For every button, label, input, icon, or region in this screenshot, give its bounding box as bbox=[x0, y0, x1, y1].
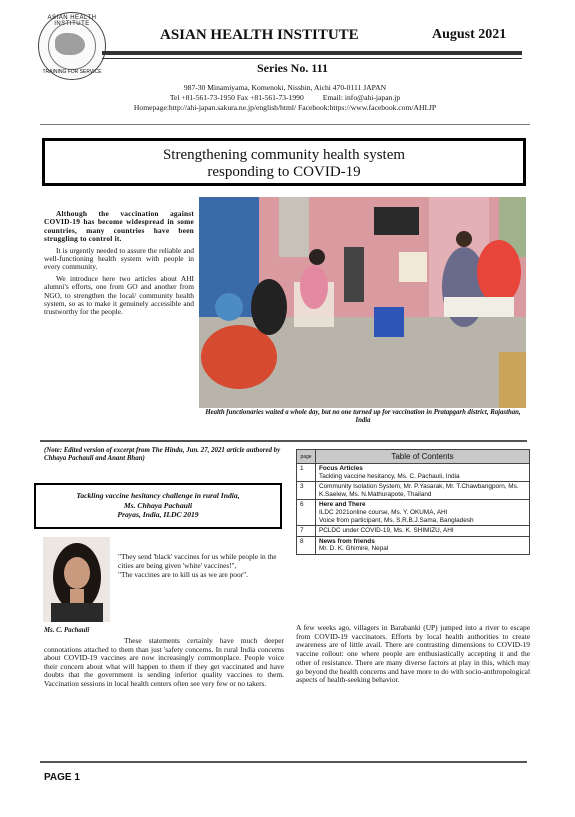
toc-entry: Tackling vaccine hesitancy, Ms. C. Pachauli, India bbox=[319, 472, 460, 480]
portrait-name: Ms. C. Pachauli bbox=[44, 627, 90, 634]
issue-date: August 2021 bbox=[432, 27, 507, 42]
intro-paragraph-3: We introduce here two articles about AHI alumni's efforts, one from GO and another from NGO, to strengthen the local/ community health system, so as to make it genuinely accessible and trustworthy for the people. bbox=[44, 273, 194, 317]
article-body-right: A few weeks ago, villagers in Barabanki (UP) jumped into a river to escape from COVID-19 vaccinators. Efforts by local health authorities to create awareness are of little avail. There are contrasting dimensions to COVID-19 vaccine rollout: one where people are enthusiastically accepting it and the other of resistance. There are many diverse factors at play in this, which may go beyond the health concerns and have more to do with socio-anthropological aspects of health-seeking behavior. bbox=[296, 623, 530, 685]
author-portrait bbox=[43, 537, 110, 622]
header-rule-thick bbox=[102, 51, 522, 55]
toc-section-heading: Focus Articles bbox=[319, 465, 363, 472]
toc-entry: Community Isolation System, Mr. P.Yasarak, Mr. T.Chawbangporn, Ms. K.Saelew, Ms. N.Mathurapote, Thailand bbox=[319, 483, 519, 498]
toc-page-number: 8 bbox=[297, 536, 316, 554]
address-line: 987-30 Minamiyama, Komenoki, Nisshin, Aichi 470-0111 JAPAN bbox=[183, 83, 387, 92]
toc-entry: PCLDC under COVID-19, Ms. K. SHIMIZU, AHI bbox=[319, 527, 454, 535]
org-title: ASIAN HEALTH INSTITUTE bbox=[160, 27, 359, 43]
toc-page-header: page bbox=[297, 450, 316, 464]
toc-row[interactable] bbox=[297, 536, 530, 554]
toc-page-number: 7 bbox=[297, 526, 316, 537]
toc-row[interactable] bbox=[297, 482, 530, 500]
table-of-contents bbox=[296, 449, 530, 555]
toc-section-heading: News from friends bbox=[319, 537, 375, 545]
footer-rule bbox=[40, 761, 527, 763]
logo-ring-top: ASIAN HEALTH INSTITUTE bbox=[47, 15, 97, 27]
toc-entry: Mr. D. K. Ghimire, Nepal bbox=[319, 545, 389, 553]
toc-page-number: 6 bbox=[297, 500, 316, 526]
quote-1: "They send 'black' vaccines for us while people in the cities are being given 'white' vaccines!", bbox=[118, 552, 277, 570]
toc-row[interactable] bbox=[297, 526, 530, 537]
toc-entry: ILDC 2021online course, Ms. Y. OKUMA, AHI bbox=[319, 508, 448, 516]
series-number: Series No. 111 bbox=[257, 61, 328, 75]
contact-block bbox=[40, 83, 530, 112]
intro-column bbox=[44, 210, 194, 320]
photo-caption: Health functionaries waited a whole day, but no one turned up for vaccination in Pratapgarh district, Rajasthan, India bbox=[205, 409, 521, 425]
address-rule bbox=[40, 124, 530, 125]
article-author: Ms. Chhaya Pachauli bbox=[123, 500, 193, 510]
toc-entry: Voice from participant, Ms. S.R.B.J.Sama, Bangladesh bbox=[319, 516, 474, 524]
phone-email-line: Tel +81-561-73-1950 Fax +81-561-73-1990 Email: info@ahi-japan.jp bbox=[169, 92, 401, 102]
portrait-illustration bbox=[43, 537, 110, 622]
logo-map-shape bbox=[55, 33, 85, 55]
quote-block bbox=[118, 552, 284, 579]
article-body: These statements certainly have much deeper connotations attached to them than just 'safety concerns. In rural India concerns about COVID-19 vaccines are now increasingly commonplace. People voice their concern about what will happen to them if they get vaccinated and have doubts that the government is sending inferior quality vaccines to them. Vaccination sessions in local health centers often see very few or no takers. bbox=[44, 636, 284, 688]
headline-line-1: Strengthening community health system bbox=[162, 147, 406, 163]
headline-line-2: responding to COVID-19 bbox=[207, 164, 361, 180]
page-number: PAGE 1 bbox=[44, 772, 80, 783]
quote-2: "The vaccines are to kill us as we are poor". bbox=[118, 570, 248, 579]
photo-illustration bbox=[199, 197, 526, 408]
article-title: Tackling vaccine hesitancy challenge in rural India, bbox=[76, 491, 240, 500]
toc-section-heading: Here and There bbox=[319, 501, 366, 509]
editor-note: (Note: Edited version of excerpt from The Hindu, Jun. 27, 2021 article authored by Chhaya Pachauli and Anant Bhan) bbox=[44, 447, 281, 463]
main-headline-box bbox=[42, 138, 526, 186]
intro-paragraph-2: It is urgently needed to assure the reliable and well-functioning health system with people in every community. bbox=[44, 245, 194, 272]
ahi-logo bbox=[38, 12, 106, 80]
toc-row[interactable] bbox=[297, 464, 530, 482]
header-rule-thin bbox=[102, 58, 522, 59]
article-title-box bbox=[34, 483, 282, 529]
article-affiliation: Prayas, India, ILDC 2019 bbox=[117, 510, 199, 520]
section-rule bbox=[40, 440, 527, 442]
logo-ring-bottom: TRAINING FOR SERVICE bbox=[42, 69, 102, 75]
toc-page-number: 1 bbox=[297, 464, 316, 482]
toc-title: Table of Contents bbox=[316, 450, 530, 464]
vaccination-center-photo bbox=[199, 197, 526, 408]
toc-page-number: 3 bbox=[297, 482, 316, 500]
toc-row[interactable] bbox=[297, 500, 530, 526]
web-links-line[interactable]: Homepage:http://ahi-japan.sakura.ne.jp/english/html/ Facebook:https://www.facebook.com/AHI.JP bbox=[133, 102, 437, 112]
intro-paragraph-1: Although the vaccination against COVID-19 has become widespread in some countries, many countries have been struggling to control it. bbox=[44, 209, 194, 244]
